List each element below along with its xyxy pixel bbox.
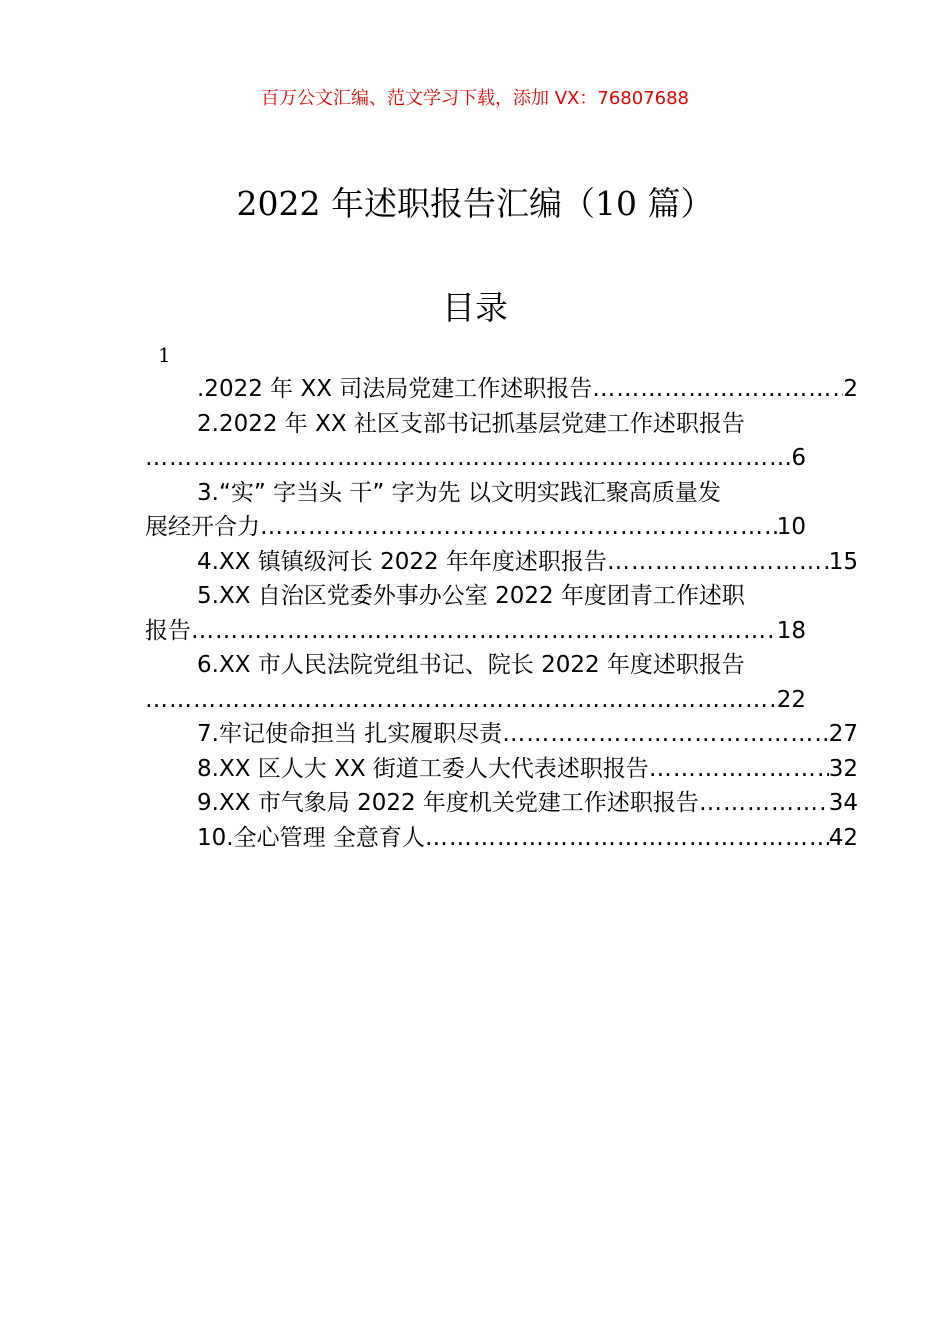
toc-entry-page: 27 — [828, 721, 858, 747]
toc-entry-title-line1: 5.XX 自治区党委外事办公室 2022 年度团青工作述职 — [197, 583, 745, 609]
toc-entry-8[interactable] — [145, 752, 858, 787]
toc-leader-dots — [191, 614, 777, 649]
toc-leader-dots — [592, 372, 843, 407]
toc-entry-title: .2022 年 XX 司法局党建工作述职报告 — [197, 376, 593, 402]
toc-entry-6[interactable] — [145, 648, 806, 717]
toc-entry-3[interactable] — [145, 476, 806, 545]
toc-entry-page: 42 — [828, 824, 858, 851]
toc-entry-2[interactable] — [145, 407, 806, 476]
toc-leader-dots — [699, 786, 829, 821]
toc-leader-dots — [145, 441, 791, 476]
toc-leader-dots — [145, 683, 777, 718]
toc-entry-page: 10 — [776, 514, 806, 540]
toc-entry-1[interactable] — [145, 372, 858, 407]
toc-leader-dots — [425, 821, 829, 856]
toc-entry-title: 8.XX 区人大 XX 街道工委人大代表述职报告 — [197, 755, 649, 782]
toc-leader-dots — [649, 752, 829, 787]
toc-entry-title-line1: 3.“实” 字当头 干” 字为先 以文明实践汇聚高质量发 — [197, 479, 721, 506]
toc-entry-5[interactable] — [145, 579, 806, 648]
toc-entry-page: 15 — [828, 548, 858, 575]
toc-entry-title: 7.牢记使命担当 扎实履职尽责 — [197, 721, 503, 747]
toc-entry-9[interactable] — [145, 786, 858, 821]
toc-heading: 目录 — [442, 288, 508, 327]
toc-entry-title: 4.XX 镇镇级河长 2022 年年度述职报告 — [197, 548, 607, 575]
toc-entry-title-line1: 2.2022 年 XX 社区支部书记抓基层党建工作述职报告 — [197, 410, 745, 437]
table-of-contents — [145, 372, 858, 855]
toc-entry-title: 10.全心管理 全意育人 — [197, 824, 425, 851]
toc-entry-10[interactable] — [145, 821, 858, 856]
toc-entry-4[interactable] — [145, 545, 858, 580]
toc-entry-page: 32 — [828, 755, 858, 782]
toc-entry-page: 18 — [776, 617, 806, 644]
toc-leader-dots — [260, 510, 777, 545]
toc-entry-title-line2: 报告 — [145, 617, 191, 644]
toc-entry-title-line2: 展经开合力 — [145, 514, 260, 540]
toc-entry-page: 6 — [791, 445, 806, 471]
toc-leader-dots — [502, 717, 828, 752]
toc-leader-dots — [607, 545, 829, 580]
toc-entry-7[interactable] — [145, 717, 858, 752]
document-title: 2022 年述职报告汇编（10 篇） — [236, 184, 714, 223]
toc-entry-page: 2 — [843, 376, 858, 402]
download-banner: 百万公文汇编、范文学习下载，添加 VX：76807688 — [261, 88, 689, 109]
stray-page-number: 1 — [158, 343, 171, 367]
toc-entry-page: 22 — [776, 686, 806, 713]
toc-entry-title-line1: 6.XX 市人民法院党组书记、院长 2022 年度述职报告 — [197, 652, 745, 678]
toc-entry-page: 34 — [828, 790, 858, 816]
toc-entry-title: 9.XX 市气象局 2022 年度机关党建工作述职报告 — [197, 790, 699, 816]
